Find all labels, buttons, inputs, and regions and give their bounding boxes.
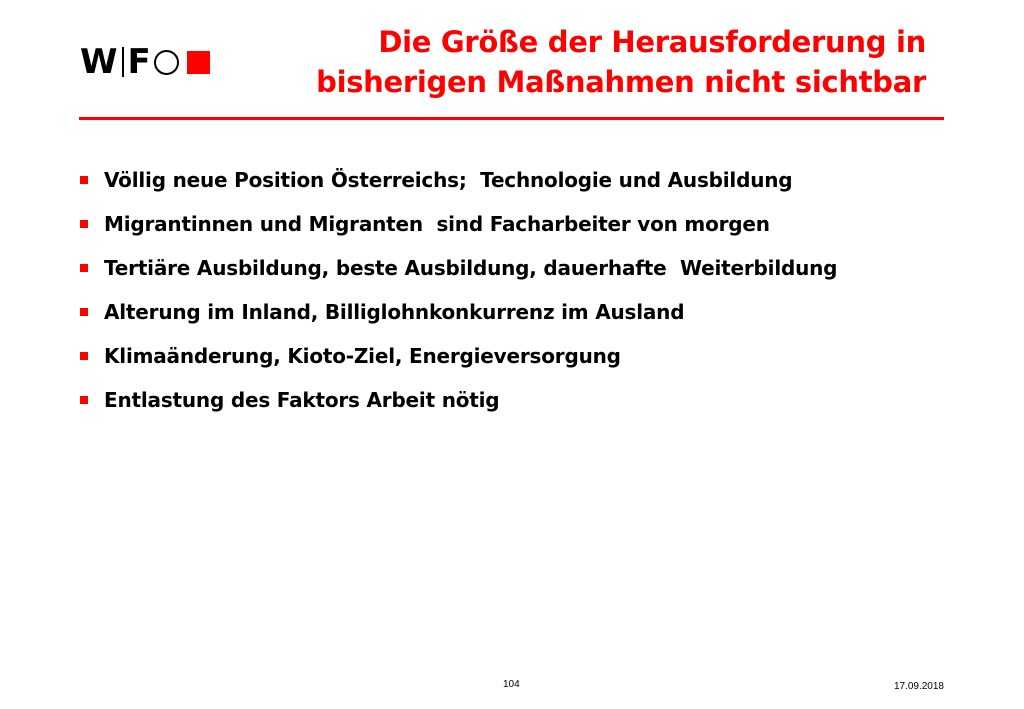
logo-red-square-icon bbox=[187, 51, 210, 74]
bullet-item bbox=[80, 246, 837, 290]
slide-title-line-1: Die Größe der Herausforderung in bbox=[378, 25, 926, 59]
bullet-text: Völlig neue Position Österreichs; Technologie und Ausbildung bbox=[104, 168, 793, 192]
title-underline-divider bbox=[79, 117, 944, 120]
bullet-square-icon bbox=[80, 396, 88, 404]
slide-title bbox=[226, 22, 926, 102]
slide-title-line-2: bisherigen Maßnahmen nicht sichtbar bbox=[316, 65, 926, 99]
logo-circle-icon bbox=[154, 50, 179, 75]
bullet-text: Entlastung des Faktors Arbeit nötig bbox=[104, 388, 500, 412]
bullet-square-icon bbox=[80, 220, 88, 228]
bullet-square-icon bbox=[80, 352, 88, 360]
wifo-logo bbox=[80, 44, 210, 80]
bullet-square-icon bbox=[80, 264, 88, 272]
footer-date: 17.09.2018 bbox=[893, 681, 944, 692]
bullet-text: Migrantinnen und Migranten sind Facharbeiter von morgen bbox=[104, 212, 770, 236]
logo-letter-f: F bbox=[127, 42, 151, 82]
bullet-item bbox=[80, 334, 837, 378]
logo-divider-bar bbox=[122, 47, 124, 77]
page-number: 104 bbox=[503, 679, 520, 690]
bullet-item bbox=[80, 290, 837, 334]
bullet-item bbox=[80, 202, 837, 246]
bullet-text: Tertiäre Ausbildung, beste Ausbildung, dauerhafte Weiterbildung bbox=[104, 256, 838, 280]
bullet-square-icon bbox=[80, 308, 88, 316]
bullet-item bbox=[80, 378, 837, 422]
bullet-text: Alterung im Inland, Billiglohnkonkurrenz im Ausland bbox=[104, 300, 685, 324]
bullet-square-icon bbox=[80, 176, 88, 184]
bullet-item bbox=[80, 158, 837, 202]
logo-letter-w: W bbox=[80, 42, 118, 82]
bullet-list bbox=[80, 158, 837, 422]
bullet-text: Klimaänderung, Kioto-Ziel, Energieversorgung bbox=[104, 344, 621, 368]
